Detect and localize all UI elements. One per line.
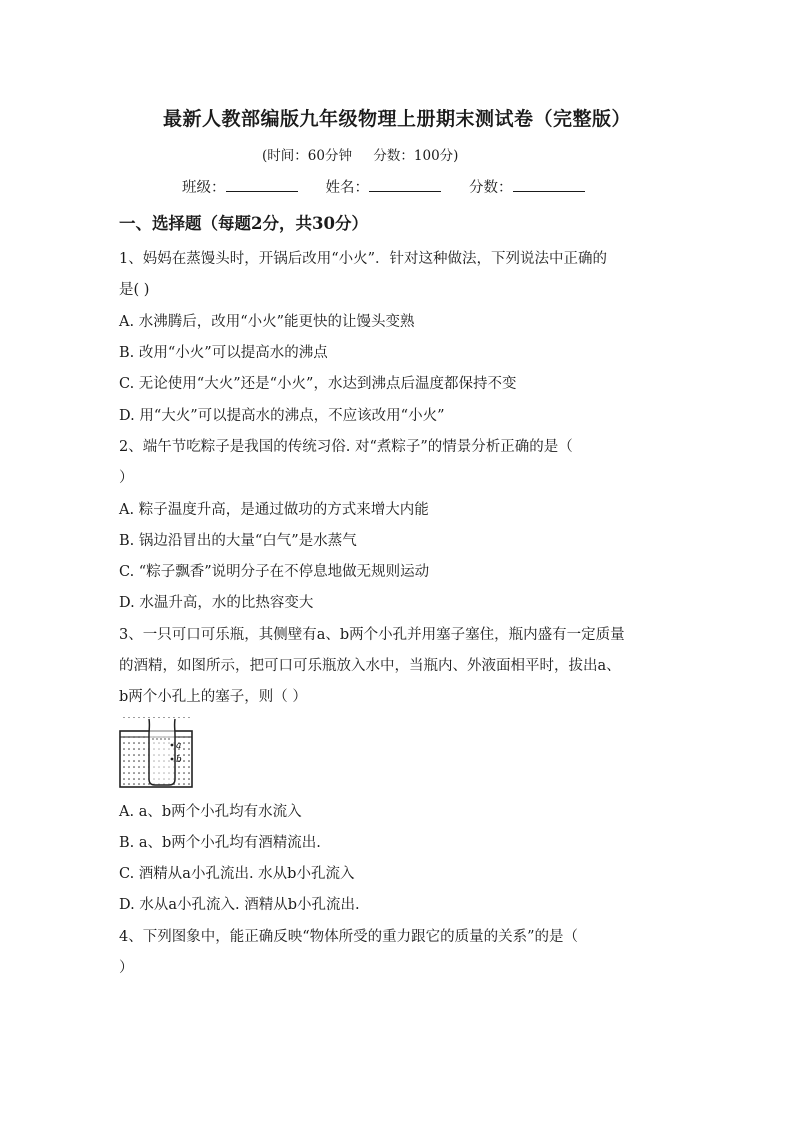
question-1-option-c: C. 无论使用“大火”还是“小火”，水达到沸点后温度都保持不变: [119, 376, 517, 392]
question-3-option-c: C. 酒精从a小孔流出. 水从b小孔流入: [119, 866, 355, 882]
student-info-row: [182, 176, 632, 197]
question-1-option-b: B. 改用“小火”可以提高水的沸点: [119, 345, 328, 361]
question-2-option-b: B. 锅边沿冒出的大量“白气”是水蒸气: [119, 533, 357, 549]
question-1-stem-line-2: 是( ): [119, 282, 150, 298]
hole-b: [171, 758, 174, 761]
question-3-option-b: B. a、b两个小孔均有酒精流出.: [119, 835, 321, 851]
question-1-stem-line-1: 1、妈妈在蒸馒头时，开锅后改用“小火”．针对这种做法，下列说法中正确的: [119, 251, 608, 267]
question-1-option-a: A. 水沸腾后，改用“小火”能更快的让馒头变熟: [119, 314, 415, 330]
question-1-option-d: D. 用“大火”可以提高水的沸点，不应该改用“小火”: [119, 408, 445, 424]
question-2-option-d: D. 水温升高，水的比热容变大: [119, 595, 314, 611]
name-blank: [369, 177, 441, 192]
question-3-stem-line-3: b两个小孔上的塞子，则（ ）: [119, 689, 307, 705]
cola-bottle: [149, 719, 175, 785]
class-label: 班级：: [182, 180, 226, 196]
question-2-option-a: A. 粽子温度升高，是通过做功的方式来增大内能: [119, 502, 429, 518]
score-label: 分数：: [469, 180, 513, 196]
question-2-option-c: C. “粽子飘香”说明分子在不停息地做无规则运动: [119, 564, 430, 580]
question-3-stem-line-1: 3、一只可口可乐瓶，其侧壁有a、b两个小孔并用塞子塞住，瓶内盛有一定质量: [119, 627, 625, 643]
section-heading: 一、选择题（每题2分，共30分）: [119, 214, 368, 233]
hole-a: [171, 744, 174, 747]
bottle-in-water-figure: [119, 717, 195, 791]
score-blank: [513, 177, 585, 192]
question-4-stem-line-1: 4、下列图象中，能正确反映“物体所受的重力跟它的质量的关系”的是（: [119, 929, 579, 945]
hole-b-label: b: [176, 755, 182, 765]
question-2-stem-line-2: ）: [119, 470, 134, 486]
exam-time-score: (时间：60分钟 分数：100分): [262, 148, 459, 164]
question-3-option-a: A. a、b两个小孔均有水流入: [119, 804, 302, 820]
question-2-stem-line-1: 2、端午节吃粽子是我国的传统习俗. 对“煮粽子”的情景分析正确的是（: [119, 439, 573, 455]
question-3-option-d: D. 水从a小孔流入. 酒精从b小孔流出.: [119, 897, 360, 913]
name-label: 姓名：: [325, 180, 369, 196]
question-3-stem-line-2: 的酒精，如图所示，把可口可乐瓶放入水中，当瓶内、外液面相平时，拔出a、: [119, 658, 621, 674]
question-4-stem-line-2: ）: [119, 960, 134, 976]
class-blank: [226, 177, 298, 192]
hole-a-label: a: [176, 741, 182, 751]
document-title: 最新人教部编版九年级物理上册期末测试卷（完整版）: [162, 108, 631, 130]
